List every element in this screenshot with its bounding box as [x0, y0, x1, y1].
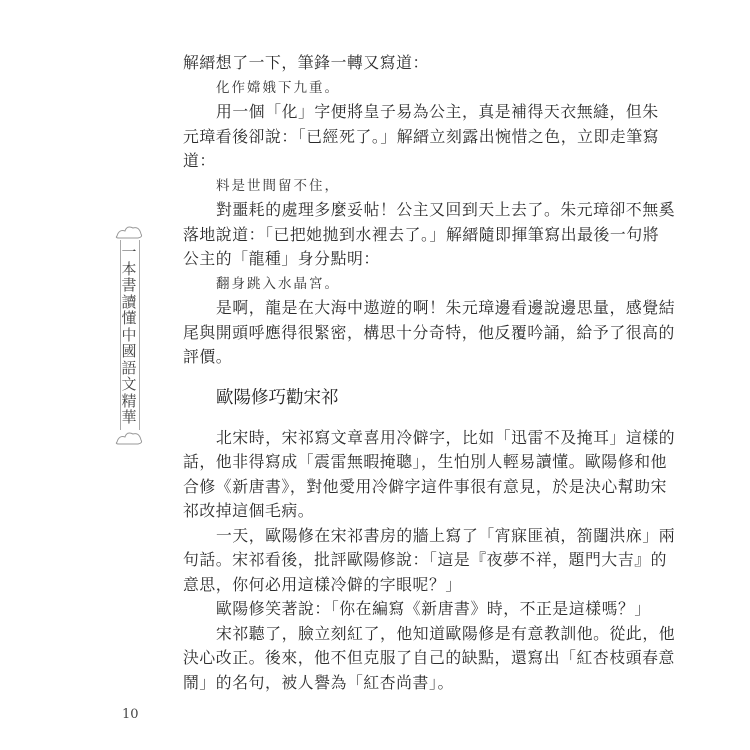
text-line: 道： — [183, 151, 216, 170]
text-line: 評價。 — [183, 347, 233, 366]
cloud-ornament-icon — [114, 224, 144, 240]
text-line: 鬧」的名句，被人譽為「紅杏尚書」。 — [183, 672, 454, 692]
section-jie-jin-poem — [183, 51, 676, 370]
poem-line: 料是世間留不住， — [216, 177, 340, 194]
poem-line: 翻身跳入水晶宮。 — [216, 275, 340, 292]
section-heading: 歐陽修巧勸宋祁 — [216, 387, 339, 408]
text-line: 意思，你何必用這樣冷僻的字眼呢？」 — [183, 574, 462, 594]
text-line: 句話。宋祁看後，批評歐陽修說：「這是『夜夢不祥，題門大吉』的 — [183, 550, 668, 569]
text-line: 話，他非得寫成「震雷無暇掩聰」，生怕別人輕易讀懂。歐陽修和他 — [183, 452, 668, 471]
text-line: 宋祁聽了，臉立刻紅了，他知道歐陽修是有意教訓他。從此，他 — [216, 623, 676, 643]
book-title: 一本書讀懂中國語文精華 — [121, 243, 137, 426]
text-line: 元璋看後卻說：「已經死了。」解縉立刻露出惋惜之色，立即走筆寫 — [183, 126, 660, 146]
side-banner — [114, 222, 144, 450]
page-body — [183, 51, 676, 695]
text-line: 合修《新唐書》，對他愛用冷僻字這件事很有意見，於是決心幫助宋 — [183, 476, 668, 496]
text-line: 是啊，龍是在大海中遨遊的啊！朱元璋邊看邊說邊思量，感覺結 — [216, 298, 676, 317]
text-line: 歐陽修笑著說：「你在編寫《新唐書》時，不正是這樣嗎？」 — [216, 599, 651, 618]
text-line: 祁改掉這個毛病。 — [183, 501, 315, 520]
text-line: 解縉想了一下，筆鋒一轉又寫道： — [183, 53, 429, 72]
poem-line: 化作嫦娥下九重。 — [216, 79, 340, 96]
text-line: 決心改正。後來，他不但克服了自己的缺點，還寫出「紅杏枝頭春意 — [183, 648, 675, 667]
text-line: 北宋時，宋祁寫文章喜用冷僻字，比如「迅雷不及掩耳」這樣的 — [216, 427, 676, 447]
page-number: 10 — [122, 707, 139, 722]
text-line: 落地說道：「已把她拋到水裡去了。」解縉隨即揮筆寫出最後一句將 — [183, 224, 660, 244]
text-line: 尾與開頭呼應得很緊密，構思十分奇特，他反覆吟誦，給予了很高的 — [183, 322, 675, 342]
text-line: 一天，歐陽修在宋祁書房的牆上寫了「宵寐匪禎，箚闥洪庥」兩 — [216, 525, 676, 545]
section-ouyang-xiu — [183, 426, 676, 696]
text-line: 用一個「化」字便將皇子易為公主，真是補得天衣無縫，但朱 — [216, 102, 659, 121]
text-line: 公主的「龍種」身分點明： — [183, 249, 380, 268]
text-line: 對噩耗的處理多麼妥帖！公主又回到天上去了。朱元璋卻不無奚 — [216, 200, 676, 219]
cloud-ornament-icon — [114, 430, 144, 446]
